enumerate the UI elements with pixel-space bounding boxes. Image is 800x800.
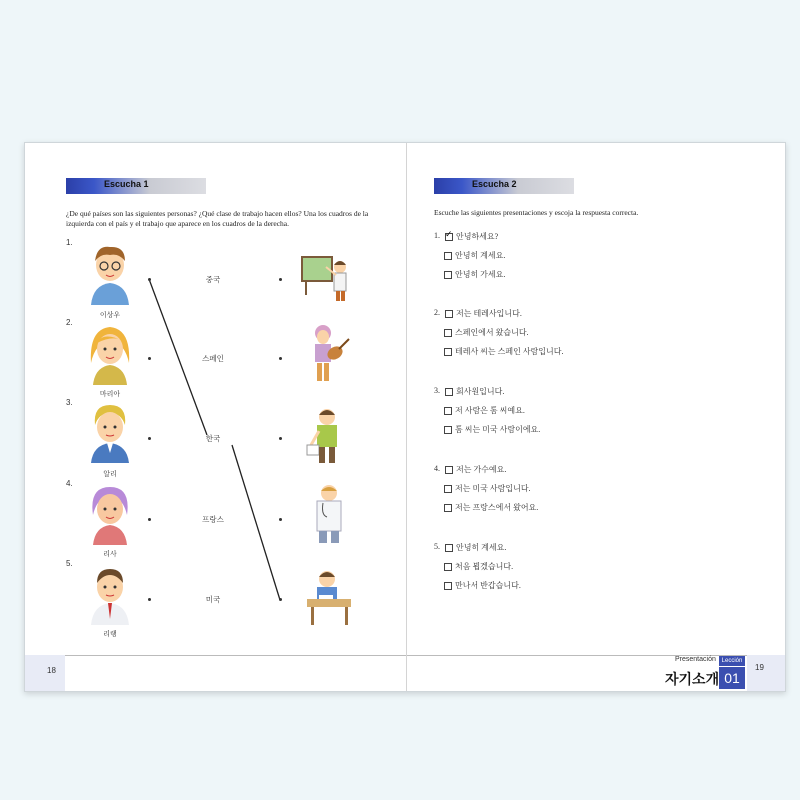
footer-label: Presentación [675,656,716,663]
person-name: 알리 [103,471,117,478]
match-line-2 [232,445,280,600]
answer-checkbox[interactable] [444,582,452,590]
lesson-number: 01 [719,667,745,689]
item-number: 4. [66,479,73,488]
office-worker-illustration [303,405,353,467]
answer-option[interactable] [444,346,563,357]
answer-option-label: 저 사람은 톰 씨예요. [455,406,525,415]
section-header [434,178,574,194]
answer-option[interactable] [445,231,498,242]
answer-checkbox[interactable] [445,388,453,396]
answer-option[interactable] [444,502,538,513]
answer-option-label: 저는 테레사입니다. [456,309,522,318]
answer-checkbox[interactable] [445,310,453,318]
lesson-label: Lección [719,656,745,666]
item-number: 3. [66,398,73,407]
answer-option[interactable] [445,386,504,397]
page-number-box [747,655,785,691]
answer-option[interactable] [445,464,506,475]
answer-option-label: 안녕히 가세요. [455,270,506,279]
match-dot[interactable] [279,278,282,281]
page-number: 18 [47,666,56,675]
answer-option[interactable] [444,269,505,280]
doctor-illustration [305,483,355,545]
left-page [25,143,406,691]
match-dot[interactable] [148,437,151,440]
answer-checkbox[interactable] [444,426,452,434]
country-label: 프랑스 [202,515,224,524]
answer-option-label: 스페인에서 왔습니다. [455,328,529,337]
item-number: 2. [66,318,73,327]
section-title: Escucha 1 [104,179,149,189]
teacher-illustration [300,247,350,309]
answer-option[interactable] [444,561,513,572]
person-illustration [85,563,135,625]
answer-option-label: 안녕히 계세요. [456,543,507,552]
answer-option[interactable] [444,424,540,435]
answer-option-label: 안녕하세요? [456,232,499,241]
person-name: 이상우 [99,312,121,319]
instruction-text: Escuche las siguientes presentaciones y escoja la respuesta correcta. [434,208,639,217]
instruction-text: ¿De qué países son las siguientes personas? ¿Qué clase de trabajo hacen ellos? Una los cuadros de la izquierda con el país y el trabajo que aparece en los cuadros de la derecha. [66,209,369,228]
country-label: 미국 [205,595,221,604]
match-dot[interactable] [148,357,151,360]
answer-checkbox[interactable] [445,544,453,552]
question-number: 4. [434,464,440,473]
answer-option[interactable] [444,405,525,416]
match-dot[interactable] [279,437,282,440]
question-number: 2. [434,308,440,317]
answer-option[interactable] [444,250,505,261]
country-label: 한국 [205,434,221,443]
answer-option-label: 테레사 씨는 스페인 사람입니다. [455,347,564,356]
answer-option-label: 저는 프랑스에서 왔어요. [455,503,539,512]
answer-checkbox[interactable] [444,407,452,415]
item-number: 1. [66,238,73,247]
answer-checkbox[interactable] [444,563,452,571]
answer-option[interactable] [445,542,506,553]
match-dot[interactable] [279,598,282,601]
answer-option-label: 만나서 반갑습니다. [455,581,521,590]
person-illustration [85,323,135,385]
match-dot[interactable] [148,598,151,601]
item-number: 5. [66,559,73,568]
person-illustration [85,243,135,305]
question-number: 3. [434,386,440,395]
question-number: 5. [434,542,440,551]
match-dot[interactable] [148,278,151,281]
answer-option-label: 회사원입니다. [456,387,505,396]
singer-illustration [303,323,353,385]
match-dot[interactable] [279,357,282,360]
person-illustration [85,401,135,463]
section-title: Escucha 2 [472,179,517,189]
match-dot[interactable] [148,518,151,521]
answer-checkbox[interactable] [445,233,453,241]
person-name: 리사 [103,551,117,558]
person-name: 리랭 [103,631,117,638]
page-number: 19 [755,663,764,672]
person-illustration [85,483,135,545]
answer-option[interactable] [444,483,531,494]
person-name: 마리아 [99,391,121,398]
answer-checkbox[interactable] [444,271,452,279]
answer-checkbox[interactable] [444,348,452,356]
answer-option-label: 저는 가수예요. [456,465,507,474]
right-page [407,143,785,691]
country-label: 스페인 [202,354,224,363]
answer-option[interactable] [444,327,529,338]
page-number-box [25,655,65,691]
answer-checkbox[interactable] [444,329,452,337]
footer-divider [25,655,406,656]
answer-option-label: 톰 씨는 미국 사람이에요. [455,425,541,434]
lesson-title: 자기소개 [665,671,720,687]
answer-option-label: 안녕히 계세요. [455,251,506,260]
question-number: 1. [434,231,440,240]
answer-checkbox[interactable] [445,466,453,474]
answer-checkbox[interactable] [444,485,452,493]
answer-checkbox[interactable] [444,504,452,512]
book-spread [24,142,786,692]
match-dot[interactable] [279,518,282,521]
answer-option[interactable] [445,308,522,319]
answer-option-label: 처음 뵙겠습니다. [455,562,514,571]
answer-option-label: 저는 미국 사람입니다. [455,484,531,493]
country-label: 중국 [205,275,221,284]
answer-checkbox[interactable] [444,252,452,260]
student-illustration [305,567,355,629]
answer-option[interactable] [444,580,521,591]
